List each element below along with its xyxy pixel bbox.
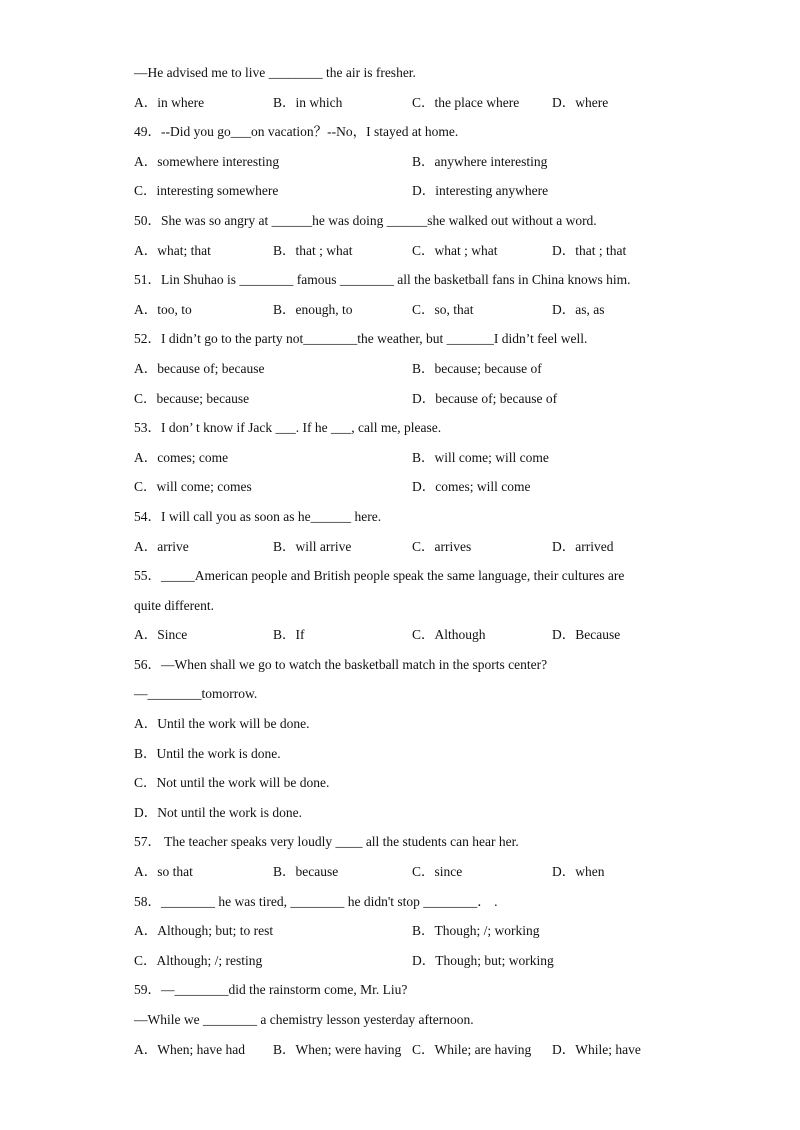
options-row (134, 354, 674, 384)
option-a[interactable]: A．Since (134, 627, 188, 643)
option-a[interactable]: A．too, to (134, 301, 192, 317)
options-row (134, 295, 674, 325)
option-c[interactable]: C．since (412, 864, 463, 880)
option-c[interactable]: C．Not until the work will be done. (134, 775, 330, 791)
option-c[interactable]: C．While; are having (412, 1041, 532, 1057)
option-a[interactable]: A．arrive (134, 538, 189, 554)
question-stem-line: 57． The teacher speaks very loudly ____ all the students can hear her. (134, 834, 519, 850)
question-stem-line: 51．Lin Shuhao is ________ famous ________ all the basketball fans in China knows him. (134, 272, 631, 288)
option-a[interactable]: A．in where (134, 94, 205, 110)
option-c[interactable]: C．because; because (134, 390, 250, 406)
question-stem-line: —He advised me to live ________ the air is fresher. (134, 65, 416, 80)
option-d[interactable]: D．because of; because of (412, 390, 558, 406)
question-stem-line: 55．_____American people and British people speak the same language, their cultures are (134, 568, 625, 584)
option-a[interactable]: A．Although; but; to rest (134, 923, 274, 939)
options-row (134, 1035, 674, 1065)
options-row (134, 739, 674, 769)
option-c[interactable]: C．so, that (412, 301, 474, 317)
option-c[interactable]: C．will come; comes (134, 479, 252, 495)
question-stem-line: —________tomorrow. (134, 686, 258, 702)
options-row (134, 798, 674, 828)
option-b[interactable]: B．anywhere interesting (412, 153, 548, 169)
question-block (134, 117, 674, 206)
option-b[interactable]: B．When; were having (273, 1041, 402, 1057)
question-stem-line: 54．I will call you as soon as he______ here. (134, 508, 382, 524)
option-b[interactable]: B．enough, to (273, 301, 353, 317)
option-b[interactable]: B．will come; will come (412, 449, 549, 465)
option-b[interactable]: B．because (273, 864, 339, 880)
option-b[interactable]: B．because; because of (412, 360, 542, 376)
option-a[interactable]: A．When; have had (134, 1041, 245, 1057)
option-b[interactable]: B．will arrive (273, 538, 352, 554)
option-c[interactable]: C．Although; /; resting (134, 952, 263, 968)
question-block (134, 650, 674, 828)
option-d[interactable]: D．arrived (552, 538, 614, 554)
question-stem-line: 50．She was so angry at ______he was doing ______she walked out without a word. (134, 212, 597, 228)
option-d[interactable]: D．when (552, 864, 605, 880)
question-stem-line: 56．—When shall we go to watch the basketball match in the sports center? (134, 656, 548, 672)
options-row (134, 236, 674, 266)
options-row (134, 147, 674, 177)
option-c[interactable]: C．interesting somewhere (134, 183, 279, 199)
option-b[interactable]: B．Until the work is done. (134, 745, 281, 761)
options-row (134, 472, 674, 502)
option-a[interactable]: A．somewhere interesting (134, 153, 280, 169)
question-stem-line: 53．I don’ t know if Jack ___. If he ___, call me, please. (134, 420, 442, 436)
options-row (134, 620, 674, 650)
option-c[interactable]: C．Although (412, 627, 486, 643)
option-b[interactable]: B．that ; what (273, 242, 353, 258)
question-block (134, 561, 674, 650)
option-a[interactable]: A．so that (134, 864, 193, 880)
question-stem-line: —While we ________ a chemistry lesson yesterday afternoon. (134, 1012, 474, 1027)
option-a[interactable]: A．what; that (134, 242, 211, 258)
question-stem-line: 58．________ he was tired, ________ he didn't stop ________． . (134, 893, 498, 909)
option-a[interactable]: A．comes; come (134, 449, 229, 465)
question-stem-line: 59．—________did the rainstorm come, Mr. Liu? (134, 982, 408, 998)
options-row (134, 176, 674, 206)
question-block (134, 265, 674, 324)
option-d[interactable]: D．where (552, 94, 609, 110)
option-d[interactable]: D．that ; that (552, 242, 627, 258)
options-row (134, 443, 674, 473)
question-block (134, 502, 674, 561)
option-a[interactable]: A．because of; because (134, 360, 265, 376)
option-c[interactable]: C．what ; what (412, 242, 498, 258)
options-row (134, 532, 674, 562)
question-block (134, 887, 674, 976)
option-d[interactable]: D．While; have (552, 1041, 641, 1057)
question-block (134, 58, 674, 117)
option-a[interactable]: A．Until the work will be done. (134, 716, 310, 732)
option-d[interactable]: D．Not until the work is done. (134, 804, 302, 820)
options-row (134, 384, 674, 414)
option-d[interactable]: D．interesting anywhere (412, 183, 549, 199)
options-row (134, 916, 674, 946)
question-stem-line: 49．--Did you go___on vacation？--No，I stayed at home. (134, 124, 459, 140)
option-b[interactable]: B．If (273, 627, 305, 643)
option-c[interactable]: C．the place where (412, 94, 520, 110)
option-b[interactable]: B．in which (273, 94, 343, 110)
options-row (134, 857, 674, 887)
question-block (134, 324, 674, 413)
question-block (134, 206, 674, 265)
question-block (134, 827, 674, 886)
options-row (134, 88, 674, 118)
options-row (134, 768, 674, 798)
option-d[interactable]: D．Though; but; working (412, 952, 554, 968)
question-stem-line: quite different. (134, 597, 214, 613)
exam-page (134, 58, 674, 1064)
option-d[interactable]: D．comes; will come (412, 479, 531, 495)
question-stem-line: 52．I didn’t go to the party not________the weather, but _______I didn’t feel well. (134, 331, 588, 347)
question-block (134, 413, 674, 502)
options-row (134, 709, 674, 739)
option-b[interactable]: B．Though; /; working (412, 923, 540, 939)
option-d[interactable]: D．as, as (552, 301, 605, 317)
options-row (134, 946, 674, 976)
option-c[interactable]: C．arrives (412, 538, 472, 554)
option-d[interactable]: D．Because (552, 627, 621, 643)
question-block (134, 975, 674, 1064)
